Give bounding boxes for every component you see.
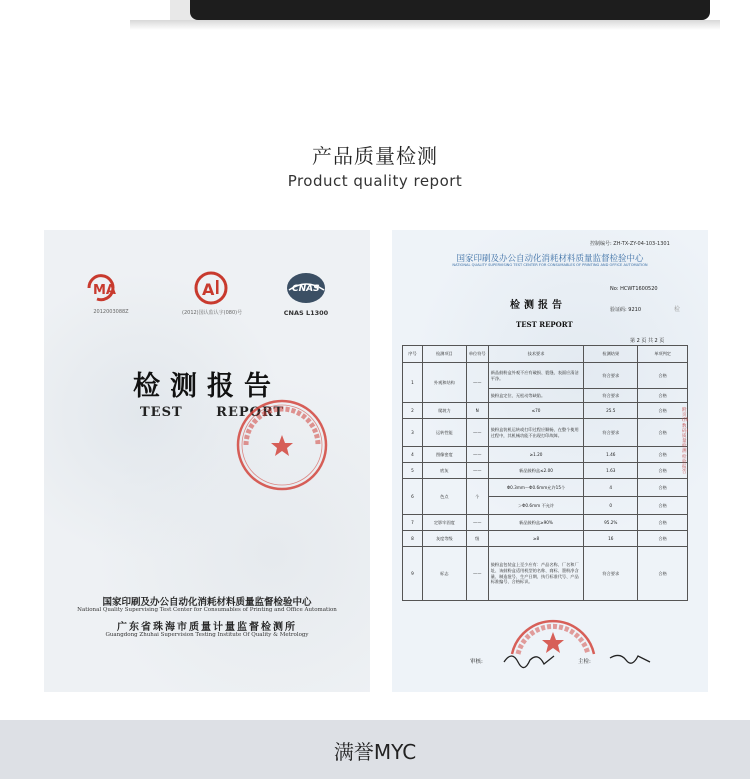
header-cell: 单位符号	[466, 346, 488, 363]
svg-text:CNAS: CNAS	[292, 284, 320, 294]
cell-item: 图像密度	[422, 447, 466, 463]
cell-req: 新品鼓粉盒≥90%	[488, 515, 584, 531]
cell-result: 4	[584, 479, 638, 497]
cell-item: 定影牢固度	[422, 515, 466, 531]
cnas-caption: CNAS L1300	[283, 309, 329, 317]
cell-unit: 级	[466, 531, 488, 547]
cell-req: 鼓粉盒装机运转或打印过程应顺畅，在整个使用过程中，其机械功能不出现打印故障。	[488, 419, 584, 447]
table-row	[403, 403, 688, 419]
product-image-fragment	[130, 0, 710, 30]
report-org-cn: 国家印刷及办公自动化消耗材料质量监督检验中心	[456, 254, 644, 264]
cell-result: 1.63	[584, 463, 638, 479]
cell-no: 3	[403, 419, 423, 447]
cnas-logo	[276, 270, 336, 317]
side-stamp: 附页 (钱数码)质量检测检验报告	[682, 408, 689, 476]
report-title-en: TEST REPORT	[516, 320, 573, 329]
cell-no: 8	[403, 531, 423, 547]
page-indicator: 第 2 页 共 2 页	[630, 338, 665, 344]
seal-icon	[508, 596, 598, 656]
cell-no: 6	[403, 479, 423, 515]
header-cell: 单项判定	[638, 346, 688, 363]
test-report-cover	[44, 230, 370, 692]
cell-judge: 合格	[638, 497, 688, 515]
table-row	[403, 531, 688, 547]
control-code: 控制编号: ZH-TX-ZY-04-103-1301	[590, 241, 670, 247]
cell-req: 新品鼓粉盒≤2.00	[488, 463, 584, 479]
cell-judge: 合格	[638, 419, 688, 447]
cell-req: 鼓粉盒包装盒上至少应有：产品名称、厂名和厂址、该鼓粉盒适用机型的名称、商标、墨粉净含量、制造批号、生产日期、执行标准代号、产品标准编号、合格标识。	[488, 547, 584, 601]
cal-mark-icon	[191, 270, 231, 306]
cell-unit: N	[466, 403, 488, 419]
cal-caption: (2012)国认监认字(080)号	[182, 310, 243, 316]
cell-unit: ——	[466, 419, 488, 447]
table-row	[403, 447, 688, 463]
cell-no: 1	[403, 363, 423, 403]
cell-req: 鼓粉盒定位、无松动等缺陷。	[488, 389, 584, 403]
official-seal-stamp	[232, 395, 332, 499]
table-row	[403, 463, 688, 479]
cell-unit: ——	[466, 363, 488, 403]
table-row	[403, 479, 688, 497]
table-row	[403, 515, 688, 531]
svg-text:MA: MA	[93, 283, 116, 298]
results-table	[402, 345, 688, 601]
approver-label: 主检:	[578, 659, 591, 665]
header-cell: 技术要求	[488, 346, 584, 363]
cell-judge: 合格	[638, 389, 688, 403]
product-shadow	[130, 20, 720, 30]
header-cell: 序号	[403, 346, 423, 363]
cma-logo	[82, 270, 140, 315]
cell-item: 爬坡力	[422, 403, 466, 419]
cnas-mark-icon	[284, 270, 328, 306]
cell-judge: 合格	[638, 531, 688, 547]
reviewer-label: 审核:	[470, 659, 483, 665]
header-cell: 检测结果	[584, 346, 638, 363]
section-title: 产品质量检测	[312, 144, 438, 168]
cell-result: 符合要求	[584, 547, 638, 601]
cell-item: 底灰	[422, 463, 466, 479]
cell-req: ≤70	[488, 403, 584, 419]
seal-note: 检	[674, 306, 681, 313]
brand-text: 满誉MYC	[333, 740, 417, 764]
cell-item: 色点	[422, 479, 466, 515]
report-number: No: HCWT1600520	[610, 286, 658, 292]
cell-judge: 合格	[638, 363, 688, 389]
cell-unit: 个	[466, 479, 488, 515]
cover-title-cn: 检测报告	[133, 371, 281, 402]
report-title-cn: 检测报告	[510, 300, 566, 311]
verify-code: 验证码: 9210	[610, 307, 641, 313]
reviewer-signature-icon	[500, 648, 560, 670]
cover-org2-cn: 广东省珠海市质量计量监督检测所	[117, 622, 297, 633]
cell-no: 4	[403, 447, 423, 463]
cell-req: ＞Φ0.6mm 不允许	[488, 497, 584, 515]
table-row	[403, 547, 688, 601]
report-org-en: NATIONAL QUALITY SUPERVISING TEST CENTER FOR CONSUMABLES OF PRINTING AND OFFICE AUTOMATION	[452, 263, 648, 267]
cell-item: 外观和结构	[422, 363, 466, 403]
cell-req: ≥8	[488, 531, 584, 547]
cell-result: 符合要求	[584, 389, 638, 403]
cell-result: 95.2%	[584, 515, 638, 531]
cell-item: 运转性能	[422, 419, 466, 447]
approver-signature-icon	[606, 648, 656, 670]
cell-result: 1.46	[584, 447, 638, 463]
section-subtitle: Product quality report	[287, 172, 463, 190]
cell-item: 标志	[422, 547, 466, 601]
cover-org-cn: 国家印刷及办公自动化消耗材料质量监督检验中心	[102, 597, 312, 608]
cell-unit: ——	[466, 547, 488, 601]
cell-no: 5	[403, 463, 423, 479]
test-report-page	[392, 230, 708, 692]
cell-req: 新品鼓粉盒外观不应有破损、裂缝，表面应清洁平净。	[488, 363, 584, 389]
cell-req: Φ0.3mm～Φ0.6mm允许15个	[488, 479, 584, 497]
cma-caption: 2012003088Z	[93, 309, 129, 315]
cover-org2-en: Guangdong Zhuhai Supervision Testing Institute Of Quality & Metrology	[105, 632, 309, 638]
svg-text:A: A	[202, 280, 215, 299]
cell-req: ≥1.20	[488, 447, 584, 463]
cell-unit: ——	[466, 447, 488, 463]
table-row	[403, 419, 688, 447]
cell-result: 0	[584, 497, 638, 515]
cell-result: 符合要求	[584, 363, 638, 389]
cell-judge: 合格	[638, 447, 688, 463]
cell-unit: ——	[466, 515, 488, 531]
cell-result: 16	[584, 531, 638, 547]
cell-no: 7	[403, 515, 423, 531]
cell-judge: 合格	[638, 515, 688, 531]
cal-logo	[182, 270, 243, 316]
cover-org-en: National Quality Supervising Test Center for Consumables of Printing and Office Automation	[77, 607, 337, 613]
cell-no: 9	[403, 547, 423, 601]
cover-title-en: TEST REPORT	[140, 405, 285, 420]
cell-judge: 合格	[638, 403, 688, 419]
cell-unit: ——	[466, 463, 488, 479]
cell-result: 25.5	[584, 403, 638, 419]
table-header-row	[403, 346, 688, 363]
product-tray	[190, 0, 710, 20]
cell-item: 灰度等级	[422, 531, 466, 547]
cell-judge: 合格	[638, 479, 688, 497]
cell-judge: 合格	[638, 547, 688, 601]
cell-result: 符合要求	[584, 419, 638, 447]
header-cell: 检测项目	[422, 346, 466, 363]
cma-mark-icon	[83, 273, 139, 303]
table-row	[403, 363, 688, 389]
cell-no: 2	[403, 403, 423, 419]
seal-icon	[232, 395, 332, 495]
cell-judge: 合格	[638, 463, 688, 479]
